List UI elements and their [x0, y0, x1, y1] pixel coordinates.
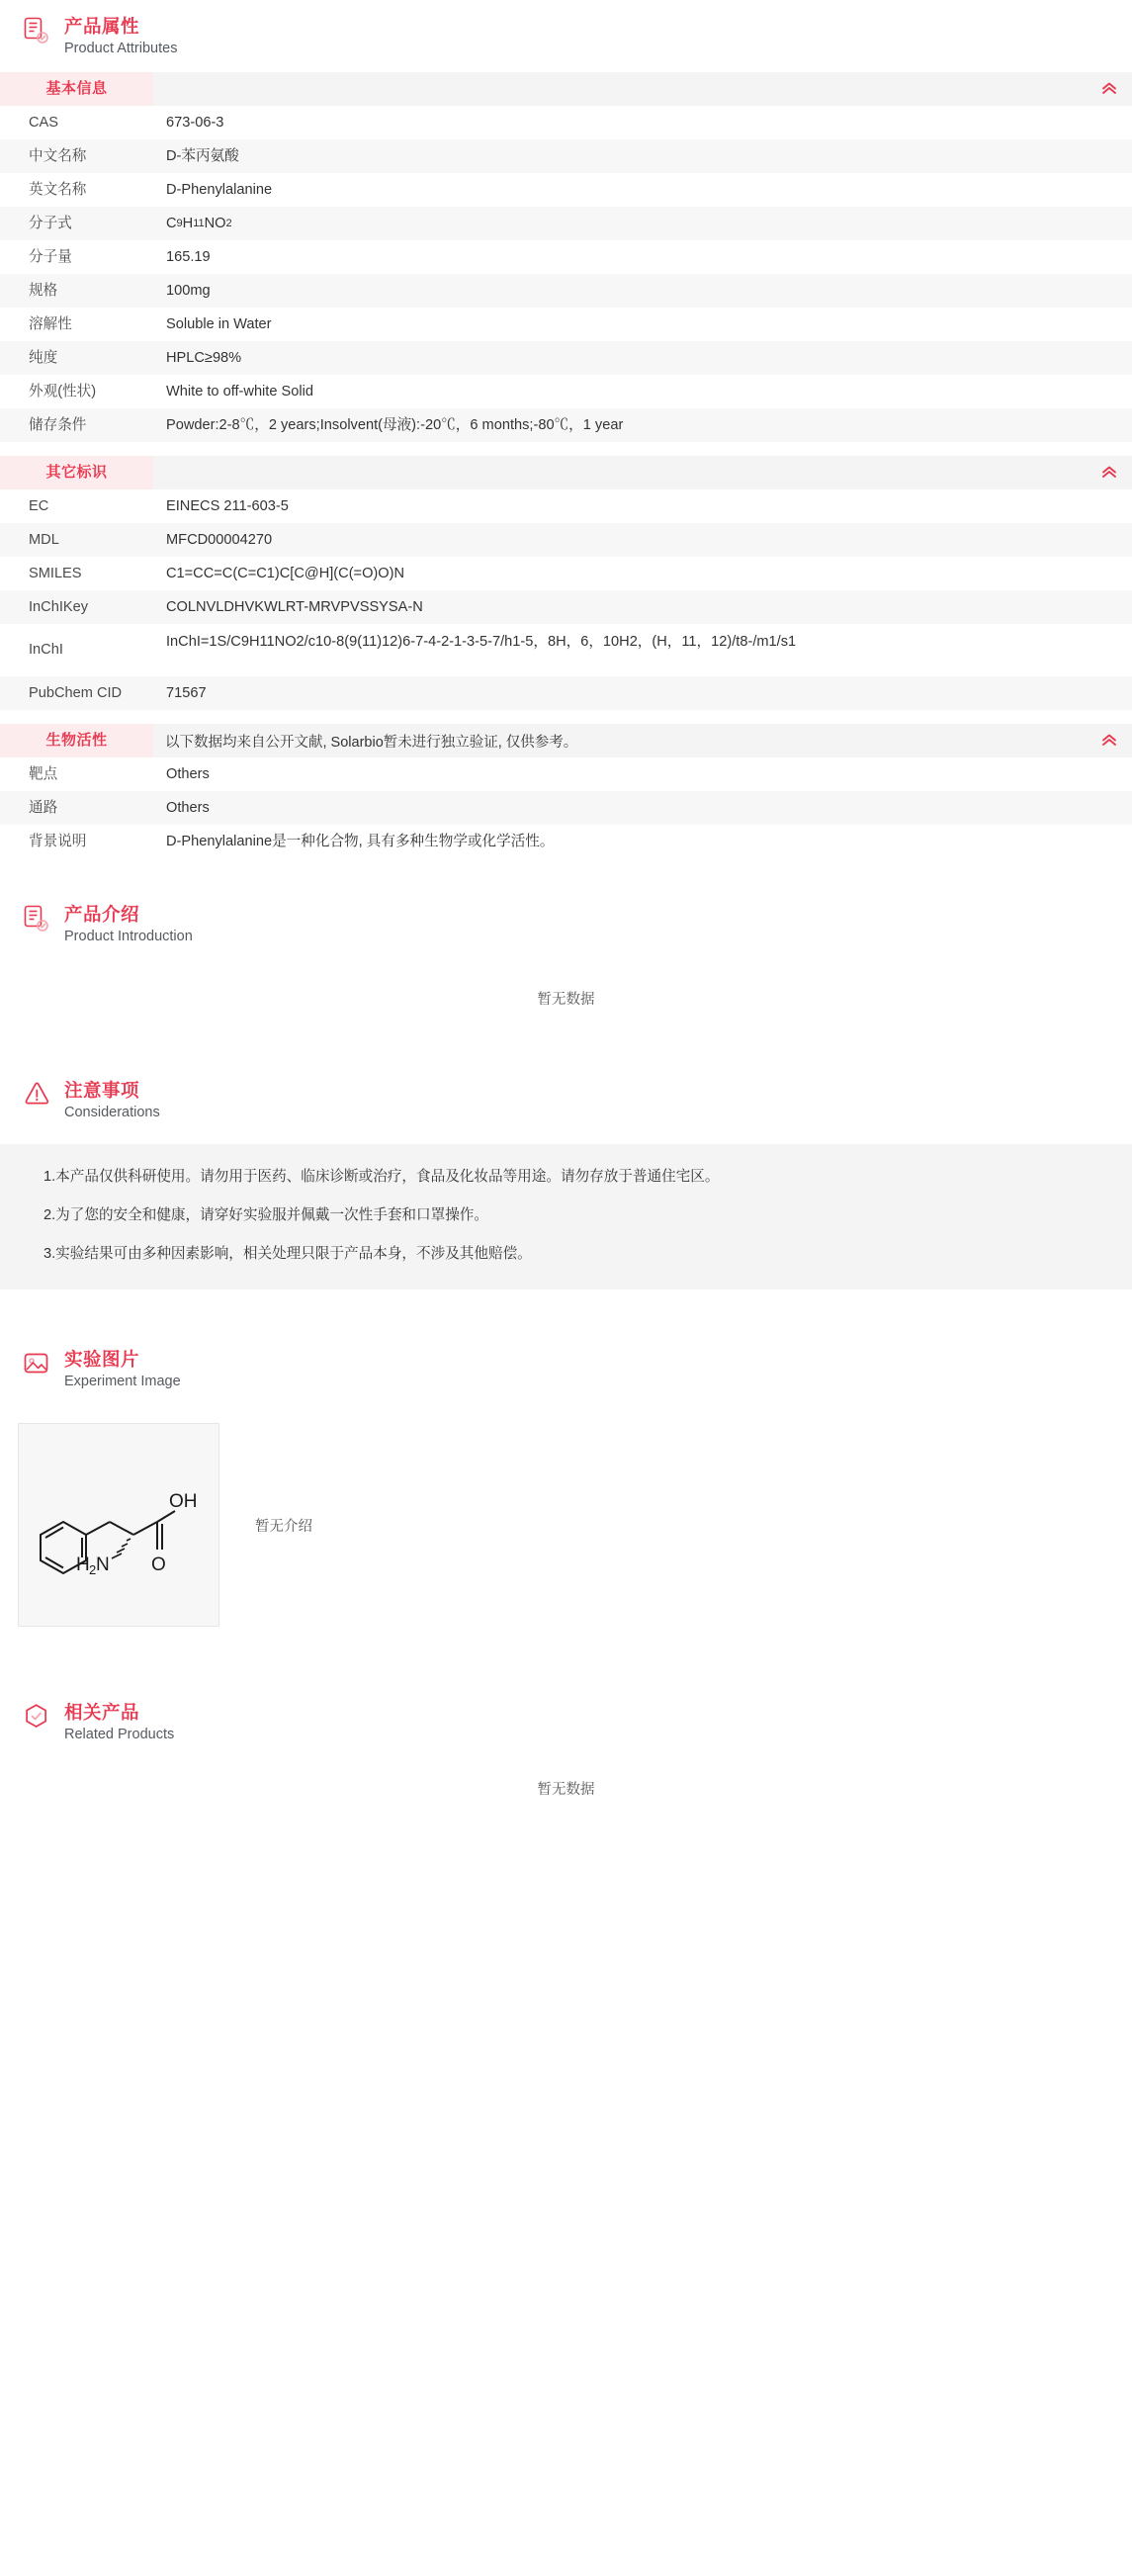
basic-info-table [0, 106, 1132, 442]
svg-text:2: 2 [89, 1562, 97, 1577]
row-key: MDL [29, 531, 59, 548]
section-title-en: Experiment Image [64, 1374, 181, 1389]
experiment-image-row [0, 1405, 1132, 1643]
other-ids-table [0, 489, 1132, 710]
section-header-introduction [0, 888, 1132, 960]
row-key: 背景说明 [29, 833, 87, 849]
row-key: 通路 [29, 799, 58, 816]
svg-text:H: H [76, 1554, 90, 1575]
row-value: 100mg [166, 283, 211, 299]
row-key: 溶解性 [29, 315, 72, 332]
image-icon [22, 1349, 51, 1378]
section-header-experiment [0, 1333, 1132, 1405]
table-row [0, 757, 1132, 791]
subsection-label-other-ids: 其它标识 [0, 456, 153, 489]
svg-text:OH: OH [169, 1491, 198, 1512]
structure-image[interactable] [18, 1423, 219, 1627]
bioactivity-table [0, 757, 1132, 858]
subsection-header-basic[interactable] [0, 72, 1132, 106]
table-row [0, 523, 1132, 557]
section-header-attributes [0, 0, 1132, 72]
consideration-item: 2.为了您的安全和健康，请穿好实验服并佩戴一次性手套和口罩操作。 [44, 1207, 488, 1223]
section-title-en: Related Products [64, 1727, 175, 1742]
spacer [0, 858, 1132, 888]
introduction-empty-state: 暂无数据 [537, 992, 595, 1008]
row-key: CAS [29, 114, 59, 131]
table-row [0, 557, 1132, 590]
row-value: White to off-white Solid [166, 384, 313, 400]
spacer [0, 442, 1132, 456]
row-key: PubChem CID [29, 684, 123, 701]
subsection-label-bioactivity: 生物活性 [0, 724, 153, 757]
row-key: InChIKey [29, 598, 89, 615]
section-title-en: Product Attributes [64, 41, 178, 56]
subsection-note-bioactivity: 以下数据均来自公开文献, Solarbio暂未进行独立验证, 仅供参考。 [165, 734, 578, 751]
section-title-zh: 实验图片 [64, 1349, 140, 1370]
table-row [0, 408, 1132, 442]
row-key: 储存条件 [29, 416, 87, 433]
subsection-header-bioactivity[interactable] [0, 724, 1132, 757]
row-value: MFCD00004270 [166, 532, 273, 548]
svg-text:N: N [96, 1554, 110, 1575]
introduction-icon [22, 904, 51, 933]
attributes-icon [22, 16, 51, 45]
table-row [0, 590, 1132, 624]
section-title-zh: 产品介绍 [64, 904, 140, 925]
table-row [0, 308, 1132, 341]
consideration-item: 1.本产品仅供科研使用。请勿用于医药、临床诊断或治疗，食品及化妆品等用途。请勿存放于普通住宅区。 [44, 1169, 720, 1185]
subsection-label-basic: 基本信息 [0, 72, 153, 106]
row-value: Others [166, 800, 210, 816]
row-key: 分子式 [29, 215, 72, 231]
row-key: 规格 [29, 282, 58, 299]
chevron-up-icon[interactable] [1087, 733, 1132, 750]
row-value: D-Phenylalanine是一种化合物, 具有多种生物学或化学活性。 [166, 834, 555, 849]
table-row [0, 676, 1132, 710]
row-key: 分子量 [29, 248, 72, 265]
table-row [0, 106, 1132, 139]
chevron-up-icon[interactable] [1087, 81, 1132, 98]
row-key: 靶点 [29, 765, 58, 782]
table-row [0, 791, 1132, 825]
spacer [0, 1034, 1132, 1064]
spacer [0, 1289, 1132, 1333]
table-row [0, 624, 1132, 676]
row-value: D-苯丙氨酸 [166, 148, 239, 164]
row-key: 外观(性状) [29, 383, 97, 400]
experiment-caption: 暂无介绍 [255, 1518, 312, 1535]
table-row [0, 207, 1132, 240]
row-value: 71567 [166, 685, 207, 701]
related-icon [22, 1702, 51, 1732]
row-key: InChI [29, 642, 63, 658]
row-value: D-Phenylalanine [166, 182, 273, 198]
section-title-zh: 注意事项 [64, 1080, 140, 1101]
table-row [0, 139, 1132, 173]
row-value: Soluble in Water [166, 316, 272, 332]
subsection-header-other-ids[interactable] [0, 456, 1132, 489]
related-empty-state: 暂无数据 [537, 1782, 595, 1798]
row-value: InChI=1S/C9H11NO2/c10-8(9(11)12)6-7-4-2-1-3-5-7/h1-5，8H，6，10H2，(H，11，12)/t8-/m1/s1 [166, 634, 797, 650]
row-key: 中文名称 [29, 147, 87, 164]
row-value: 165.19 [166, 249, 211, 265]
row-key: EC [29, 497, 49, 514]
table-row [0, 341, 1132, 375]
row-value: HPLC≥98% [166, 350, 242, 366]
row-value: EINECS 211-603-5 [166, 498, 289, 514]
row-value: COLNVLDHVKWLRT-MRVPVSSYSA-N [166, 599, 423, 615]
row-key: SMILES [29, 565, 82, 581]
section-header-related [0, 1686, 1132, 1758]
table-row [0, 489, 1132, 523]
row-value: C1=CC=C(C=C1)C[C@H](C(=O)O)N [166, 566, 405, 581]
table-row [0, 825, 1132, 858]
table-row [0, 274, 1132, 308]
chevron-up-icon[interactable] [1087, 465, 1132, 482]
consideration-item: 3.实验结果可由多种因素影响，相关处理只限于产品本身，不涉及其他赔偿。 [44, 1246, 532, 1262]
row-value: Powder:2-8℃，2 years;Insolvent(母液):-20℃，6 months;-80℃，1 year [166, 417, 624, 433]
table-row [0, 173, 1132, 207]
warning-icon [22, 1080, 51, 1110]
table-row [0, 240, 1132, 274]
section-title-en: Product Introduction [64, 929, 193, 944]
considerations-list [0, 1144, 1132, 1289]
section-header-considerations [0, 1064, 1132, 1136]
row-value: Others [166, 766, 210, 782]
svg-text:O: O [151, 1554, 166, 1575]
section-title-en: Considerations [64, 1105, 160, 1120]
row-key: 纯度 [29, 349, 58, 366]
row-value-formula: C 9 H 11 NO 2 [166, 216, 232, 231]
row-value: 673-06-3 [166, 115, 224, 131]
table-row [0, 375, 1132, 408]
spacer [0, 710, 1132, 724]
section-title-zh: 产品属性 [64, 16, 140, 37]
section-title-zh: 相关产品 [64, 1702, 140, 1723]
row-key: 英文名称 [29, 181, 87, 198]
spacer [0, 1643, 1132, 1686]
